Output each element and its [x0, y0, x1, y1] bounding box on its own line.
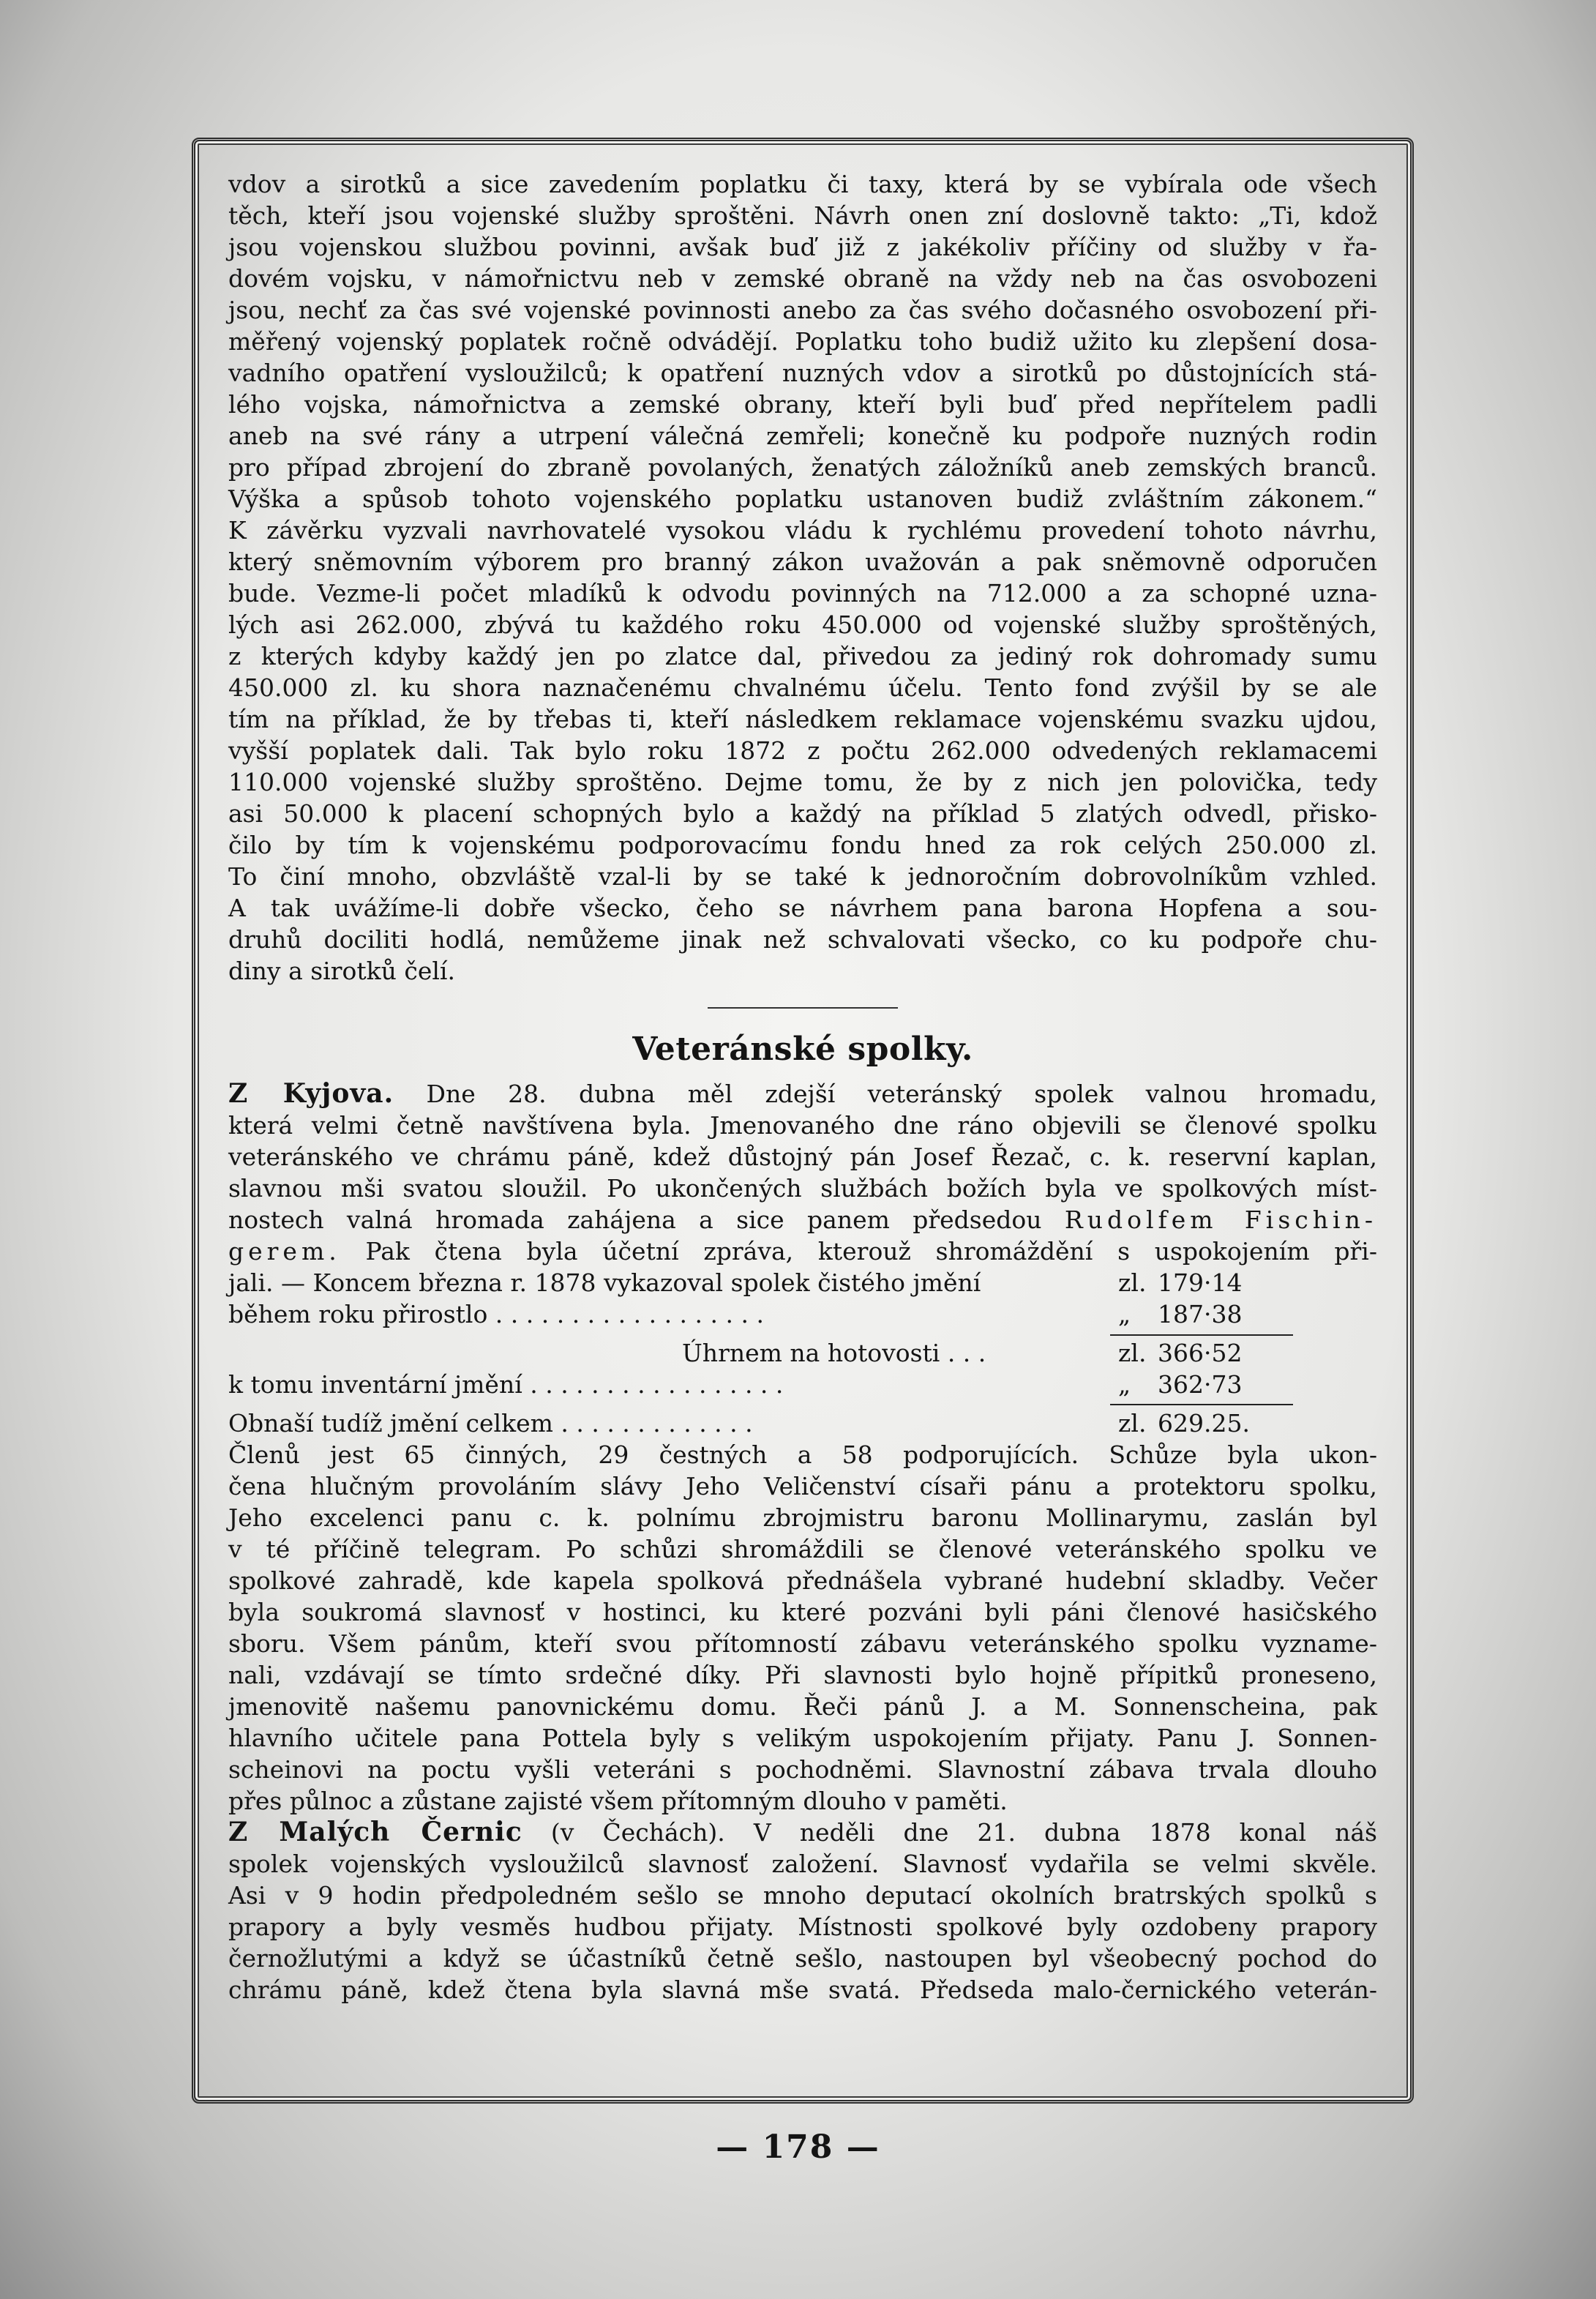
- text-line: gerem. Pak čtena byla účetní zpráva, kterouž shromáždění s uspokojením při-: [228, 1237, 1377, 1266]
- text-line: přes půlnoc a zůstane zajisté všem přítomným dlouho v paměti.: [228, 1787, 1008, 1815]
- text-line: tím na příklad, že by třebas ti, kteří následkem reklamace vojenskému svazku ujdou,: [228, 705, 1377, 733]
- cernic-first-line: Z Malých Černic (v Čechách). V neděli dne 21. dubna 1878 konal náš: [228, 1817, 1377, 1847]
- text-line: Asi v 9 hodin předpoledném sešlo se mnoho deputací okolních bratrských spolků s: [228, 1881, 1377, 1910]
- text-line: měřený vojenský poplatek ročně odvádějí. Poplatku toho budiž užito ku zlepšení dosa-: [228, 327, 1377, 356]
- text-line: scheinovi na poctu vyšli veteráni s pochodněmi. Slavnostní zábava trvala dlouho: [228, 1755, 1377, 1784]
- text-line: diny a sirotků čelí.: [228, 957, 455, 985]
- page-content: [228, 168, 1377, 2086]
- text-line: A tak uvážíme-li dobře všecko, čeho se návrhem pana barona Hopfena a sou-: [228, 894, 1377, 922]
- text-line: vdov a sirotků a sice zavedením poplatku či taxy, která by se vybírala ode všech: [228, 170, 1377, 198]
- text-line: veteránského ve chrámu páně, kdež důstojný pán Josef Řezač, c. k. reservní kaplan,: [228, 1143, 1377, 1171]
- text-line: jsou, nechť za čas své vojenské povinnosti anebo za čas svého dočasného osvobození při-: [228, 296, 1377, 324]
- text-line: černožlutými a když se účastníků četně sešlo, nastoupen byl všeobecný pochod do: [228, 1944, 1377, 1973]
- kyjov-report: [228, 1078, 1377, 1267]
- text-line: nostech valná hromada zahájena a sice panem předsedou Rudolfem Fischin-: [228, 1205, 1377, 1234]
- page-number: — 178 —: [716, 2128, 880, 2166]
- text-line: Výška a spůsob tohoto vojenského poplatku ustanoven budiž zvláštním zákonem.“: [228, 485, 1377, 513]
- text-line: sboru. Všem pánům, kteří svou přítomností zábavu veteránského spolku vyzname-: [228, 1629, 1377, 1658]
- text-line: lého vojska, námořnictva a zemské obrany, kteří byli buď před nepřítelem padli: [228, 390, 1377, 419]
- text-line: lých asi 262.000, zbývá tu každého roku 450.000 od vojenské služby sproštěných,: [228, 610, 1377, 639]
- account-row: Úhrnem na hotovosti . . . zl. 366·52: [682, 1339, 1243, 1367]
- text-line: prapory a byly vesměs hudbou přijaty. Místnosti spolkové byly ozdobeny prapory: [228, 1913, 1377, 1941]
- text-line: čilo by tím k vojenskému podporovacímu fondu hned za rok celých 250.000 zl.: [228, 831, 1377, 859]
- text-line: dovém vojsku, v námořnictvu neb v zemské obraně na vždy neb na čas osvobozeni: [228, 264, 1377, 293]
- cernic-lead: Z Malých Černic: [228, 1817, 522, 1847]
- kyjov-lead: Z Kyjova.: [228, 1078, 394, 1109]
- account-row: k tomu inventární jmění . . . . . . . . . . . . . . . . . „ 362·73: [228, 1370, 1243, 1399]
- sum-rule: [1110, 1404, 1293, 1405]
- account-row: jali. — Koncem března r. 1878 vykazoval spolek čistého jmění zl. 179·14: [228, 1268, 1243, 1297]
- text-line: byla soukromá slavnosť v hostinci, ku které pozváni byli páni členové hasičského: [228, 1598, 1377, 1626]
- text-line: aneb na své rány a utrpení válečná zemřeli; konečně ku podpoře nuzných rodin: [228, 422, 1377, 450]
- text-line: z kterých kdyby každý jen po zlatce dal, přivedou za jediný rok dohromady sumu: [228, 642, 1377, 670]
- text-line: nali, vzdávají se tímto srdečné díky. Při slavnosti bylo hojně přípitků proneseno,: [228, 1661, 1377, 1689]
- text-line: pro případ zbrojení do zbraně povolaných, ženatých záložníků aneb zemských branců.: [228, 453, 1377, 482]
- text-line: která velmi četně navštívena byla. Jmenovaného dne ráno objevili se členové spolku: [228, 1111, 1377, 1140]
- text-line: jmenovitě našemu panovnickému domu. Řeči pánů J. a M. Sonnenscheina, pak: [228, 1692, 1377, 1721]
- text-line: chrámu páně, kdež čtena byla slavná mše svatá. Předseda malo-černického veterán-: [228, 1975, 1377, 2004]
- kyjov-report-continued: [228, 1439, 1377, 1817]
- text-line: bude. Vezme-li počet mladíků k odvodu povinných na 712.000 a za schopné uzna-: [228, 579, 1377, 608]
- section-divider: [708, 1007, 898, 1009]
- text-line: v té příčině telegram. Po schůzi shromáždili se členové veteránského spolku ve: [228, 1535, 1377, 1563]
- text-line: K závěrku vyzvali navrhovatelé vysokou vládu k rychlému provedení tohoto návrhu,: [228, 516, 1377, 545]
- text-line: 450.000 zl. ku shora naznačenému chvalnému účelu. Tento fond zvýšil by se ale: [228, 673, 1377, 702]
- text-line: spolkové zahradě, kde kapela spolková přednášela vybrané hudební skladby. Večer: [228, 1566, 1377, 1595]
- text-line: asi 50.000 k placení schopných bylo a každý na příklad 5 zlatých odvedl, přisko-: [228, 799, 1377, 828]
- account-row: Obnaší tudíž jmění celkem . . . . . . . . . . . . . zl. 629.25.: [228, 1409, 1250, 1438]
- text-line: Členů jest 65 činných, 29 čestných a 58 podporujících. Schůze byla ukon-: [228, 1440, 1377, 1469]
- name-fischinger: Rudolfem Fischin-: [1064, 1205, 1377, 1234]
- text-line: slavnou mši svatou sloužil. Po ukončených službách božích byla ve spolkových míst-: [228, 1174, 1377, 1203]
- text-line: hlavního učitele pana Pottela byly s velikým uspokojením přijaty. Panu J. Sonnen-: [228, 1724, 1377, 1752]
- intro-paragraph: [228, 168, 1377, 987]
- text-line: To činí mnoho, obzvláště vzal-li by se také k jednoročním dobrovolníkům vzhled.: [228, 862, 1377, 891]
- sum-rule: [1110, 1334, 1293, 1336]
- text-line: jsou vojenskou službou povinni, avšak buď již z jakékoliv příčiny od služby v řa-: [228, 233, 1377, 261]
- account-statement: [228, 1267, 1377, 1439]
- text-line: vyšší poplatek dali. Tak bylo roku 1872 z počtu 262.000 odvedených reklamacemi: [228, 736, 1377, 765]
- kyjov-first-line: Z Kyjova. Dne 28. dubna měl zdejší veteránský spolek valnou hromadu,: [228, 1078, 1378, 1109]
- text-line: těch, kteří jsou vojenské služby sproštěni. Návrh onen zní doslovně takto: „Ti, kdož: [228, 201, 1377, 230]
- text-line: spolek vojenských vysloužilců slavnosť založení. Slavnosť vydařila se velmi skvěle.: [228, 1850, 1377, 1878]
- text-line: vadního opatření vysloužilců; k opatření nuzných vdov a sirotků po důstojnících stá-: [228, 359, 1377, 387]
- section-title: Veteránské spolky.: [632, 1031, 973, 1068]
- cernic-report: [228, 1817, 1377, 2005]
- text-line: Jeho excelenci panu c. k. polnímu zbrojmistru baronu Mollinarymu, zaslán byl: [228, 1503, 1377, 1532]
- text-line: druhů dociliti hodlá, nemůžeme jinak než schvalovati všecko, co ku podpoře chu-: [228, 925, 1377, 954]
- account-row: během roku přirostlo . . . . . . . . . . . . . . . . . . „ 187·38: [228, 1300, 1243, 1328]
- text-line: který sněmovním výborem pro branný zákon uvažován a pak sněmovně odporučen: [228, 547, 1377, 576]
- text-line: čena hlučným provoláním slávy Jeho Veličenství císaři pánu a protektoru spolku,: [228, 1472, 1377, 1500]
- text-line: 110.000 vojenské služby sproštěno. Dejme tomu, že by z nich jen polovička, tedy: [228, 768, 1377, 796]
